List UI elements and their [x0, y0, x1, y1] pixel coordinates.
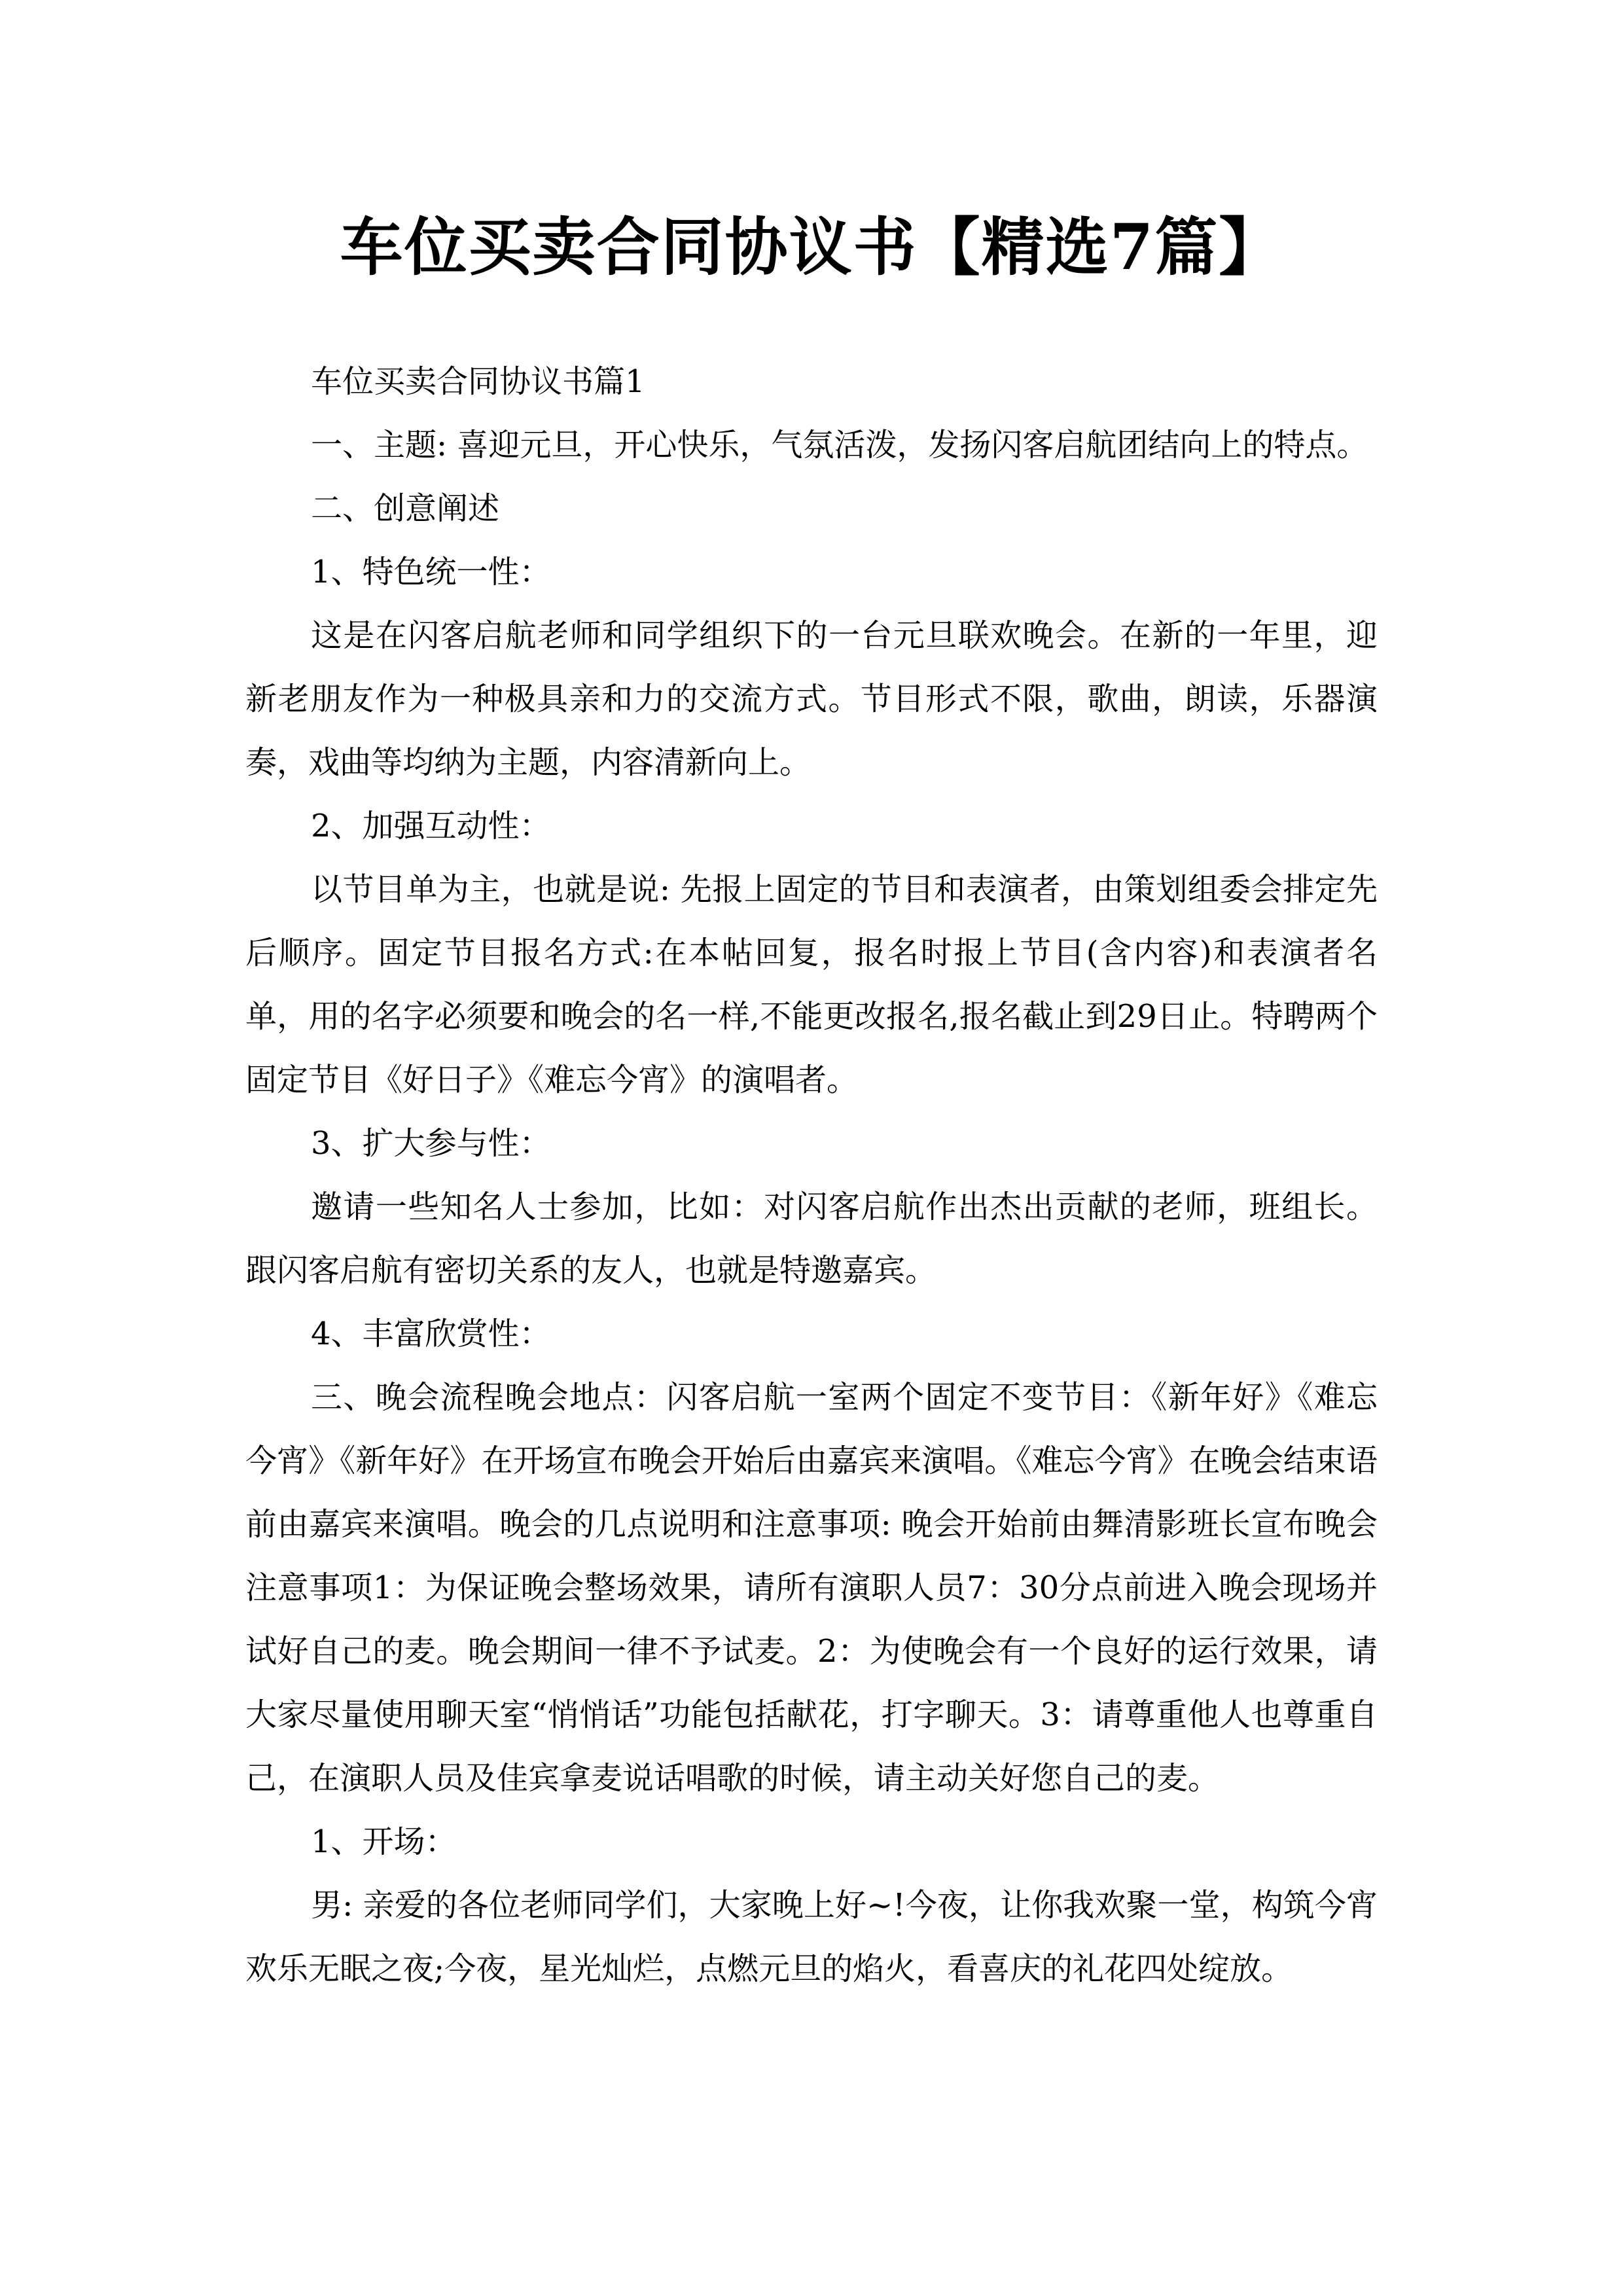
subsection-heading: 4、丰富欣赏性： [311, 1316, 551, 1352]
body-paragraph: 以节目单为主，也就是说: 先报上固定的节目和表演者，由策划组委会排定先后顺序。固定节目报名方式:在本帖回复，报名时报上节目(含内容)和表演者名单，用的名字必须要和晚会的名一样,不能更改报名,报名截止到29日止。特聘两个固定节目《好日子》《难忘今宵》的演唱者。 [245, 871, 1378, 1098]
body-paragraph: 这是在闪客启航老师和同学组织下的一台元旦联欢晚会。在新的一年里，迎新老朋友作为一种极具亲和力的交流方式。节目形式不限，歌曲，朗读，乐器演奏，戏曲等均纳为主题，内容清新向上。 [245, 617, 1378, 781]
document-title: 车位买卖合同协议书【精选7篇】 [340, 210, 1283, 284]
subsection-heading: 3、扩大参与性： [311, 1125, 551, 1162]
section-heading: 车位买卖合同协议书篇1 [311, 363, 645, 400]
subsection-heading: 2、加强互动性： [311, 808, 551, 844]
document-body [245, 350, 1378, 2001]
theme-paragraph: 一、主题: 喜迎元旦，开心快乐，气氛活泼，发扬闪客启航团结向上的特点。 [311, 427, 1368, 463]
subsection-heading: 1、开场： [311, 1823, 457, 1860]
subsection-heading: 1、特色统一性： [311, 554, 551, 590]
body-paragraph: 男: 亲爱的各位老师同学们，大家晚上好~!今夜，让你我欢聚一堂，构筑今宵欢乐无眠之夜;今夜，星光灿烂，点燃元旦的焰火，看喜庆的礼花四处绽放。 [245, 1887, 1378, 1987]
body-paragraph: 邀请一些知名人士参加，比如：对闪客启航作出杰出贡献的老师，班组长。跟闪客启航有密切关系的友人，也就是特邀嘉宾。 [245, 1189, 1378, 1289]
body-paragraph: 三、晚会流程晚会地点：闪客启航一室两个固定不变节目：《新年好》《难忘今宵》《新年好》在开场宣布晚会开始后由嘉宾来演唱。《难忘今宵》在晚会结束语前由嘉宾来演唱。晚会的几点说明和注意事项: 晚会开始前由舞清影班长宣布晚会注意事项1：为保证晚会整场效果，请所有演职人员7：30分点前进入晚会现场并试好自己的麦。晚会期间一律不予试麦。2：为使晚会有一个良好的运行效果，请大家尽量使用聊天室“悄悄话”功能包括献花，打字聊天。3：请尊重他人也尊重自己，在演职人员及佳宾拿麦说话唱歌的时候，请主动关好您自己的麦。 [245, 1379, 1378, 1797]
section-heading: 二、创意阐述 [311, 490, 500, 527]
